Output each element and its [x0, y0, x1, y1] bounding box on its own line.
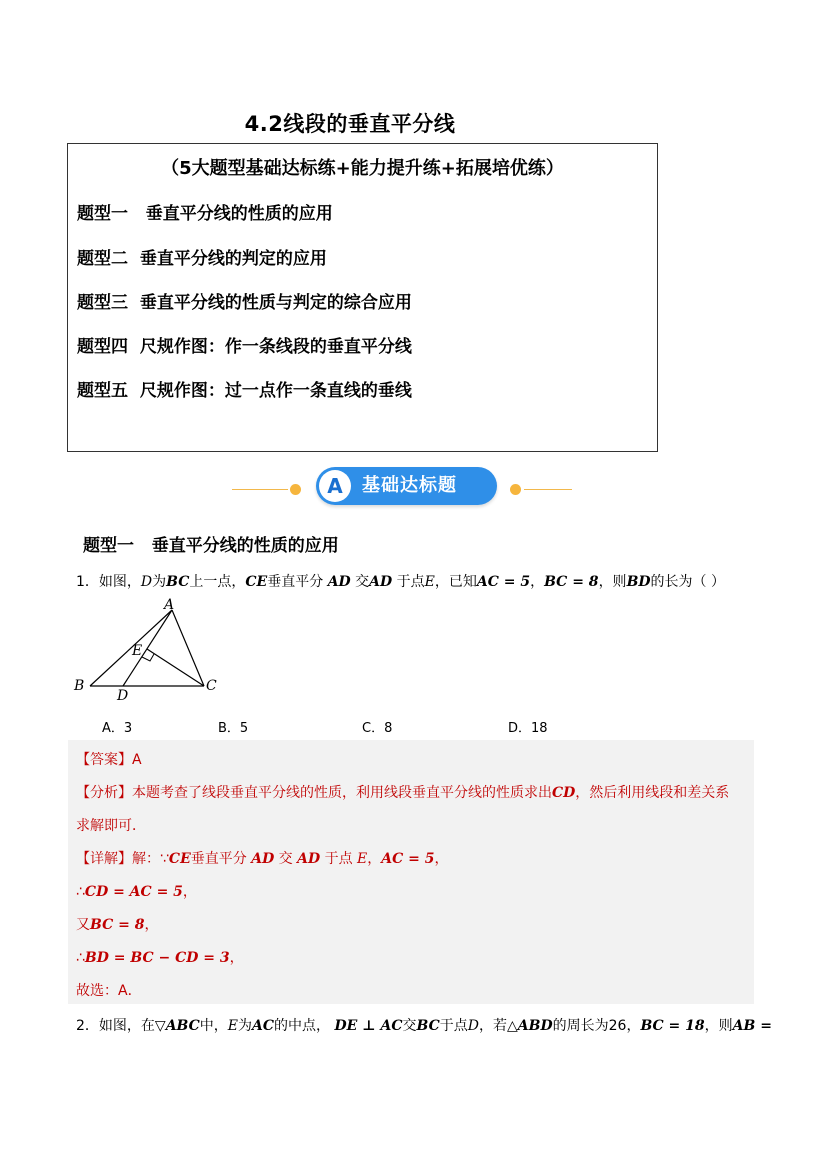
q2-text: ，若	[479, 1018, 507, 1034]
detail-line	[76, 848, 449, 868]
detail-math: AD	[297, 851, 321, 867]
q1-text: 于点	[396, 574, 425, 590]
detail-text: ，	[367, 851, 382, 867]
segment-CE	[147, 649, 204, 686]
banner-pill	[316, 467, 497, 505]
analysis-text: 求解即可．	[76, 818, 146, 834]
q1-math: BD	[626, 574, 651, 590]
detail-math: BD = BC − CD = 3	[84, 950, 230, 966]
segment-AC	[172, 610, 204, 686]
banner-dot-right	[510, 484, 521, 495]
q2-number: 26	[608, 1018, 627, 1034]
analysis-line	[76, 815, 146, 835]
detail-text: ，	[229, 950, 244, 966]
q1-text: 垂直平分	[267, 574, 324, 590]
q2-text: 的中点，	[274, 1018, 331, 1034]
label-E: E	[132, 643, 143, 659]
banner-dot-left	[290, 484, 301, 495]
analysis-text: 本题考查了线段垂直平分线的性质，利用线段垂直平分线的性质求出	[132, 785, 552, 801]
detail-math: BC = 8	[90, 917, 145, 933]
q1-math: E	[424, 574, 435, 590]
analysis-line	[76, 782, 729, 802]
solution-panel	[68, 740, 754, 1004]
q1-text: 1．如图，	[76, 574, 141, 590]
q2-math: DE ⊥ AC	[334, 1018, 403, 1034]
banner-line-left	[232, 489, 288, 490]
q1-math: AD	[327, 574, 351, 590]
q2-math: AC	[252, 1018, 275, 1034]
detail-line	[76, 881, 197, 901]
q1-math: D	[140, 574, 153, 590]
q2-text: 于点	[439, 1018, 468, 1034]
detail-tag: 【详解】	[76, 851, 132, 867]
label-D: D	[117, 688, 129, 702]
q2-text: 的周长为	[552, 1018, 609, 1034]
banner-label: 基础达标题	[362, 475, 457, 496]
banner-line-right	[524, 489, 572, 490]
detail-math: AD	[251, 851, 275, 867]
detail-math: AC = 5	[381, 851, 435, 867]
detail-text: ，	[144, 917, 159, 933]
q1-text: 上一点，	[189, 574, 246, 590]
conclusion-line: 故选：A．	[76, 983, 142, 999]
q2-math: ▽ABC	[154, 1018, 200, 1034]
label-B: B	[74, 678, 85, 694]
q1-math: CE	[245, 574, 268, 590]
q1-text: 的长为（ ）	[650, 574, 725, 590]
analysis-math: CD	[552, 785, 576, 801]
q1-text: 为	[152, 574, 167, 590]
q2-math: AB =	[732, 1018, 772, 1034]
toc-item: 题型二 垂直平分线的判定的应用	[77, 249, 327, 269]
page-title: 4.2线段的垂直平分线	[244, 112, 456, 136]
q2-math: BC = 18	[640, 1018, 705, 1034]
triangle-figure	[70, 596, 230, 702]
q1-text: 交	[355, 574, 370, 590]
q1-text: ，	[530, 574, 545, 590]
detail-math: E	[357, 851, 368, 867]
question-1	[76, 571, 725, 591]
analysis-tag: 【分析】	[76, 785, 132, 801]
q2-text: ，则	[704, 1018, 733, 1034]
q2-text: 中，	[199, 1018, 228, 1034]
banner-badge: A	[319, 470, 351, 502]
choice-d: D．18	[508, 721, 548, 736]
answer-value: A	[132, 752, 142, 768]
toc-item: 题型四 尺规作图：作一条线段的垂直平分线	[77, 337, 412, 357]
q1-math: BC	[166, 574, 190, 590]
q2-text: 为	[238, 1018, 253, 1034]
q1-math: AC = 5	[476, 574, 531, 590]
toc-item: 题型五 尺规作图：过一点作一条直线的垂线	[77, 381, 412, 401]
choice-c: C．8	[362, 721, 393, 736]
q2-math: BC	[416, 1018, 440, 1034]
detail-text: 于点	[320, 851, 358, 867]
detail-math: CE	[168, 851, 191, 867]
detail-line	[76, 947, 244, 967]
label-A: A	[164, 597, 175, 613]
detail-text: ∴	[76, 950, 85, 966]
detail-line	[76, 914, 158, 934]
detail-text: ，	[182, 884, 197, 900]
detail-text: 解：∵	[132, 851, 169, 867]
q2-math: D	[467, 1018, 479, 1034]
detail-text: 又	[76, 917, 90, 933]
detail-text: ，	[434, 851, 449, 867]
section-heading: 题型一 垂直平分线的性质的应用	[83, 536, 339, 556]
detail-text: ∴	[76, 884, 85, 900]
detail-text: 交	[274, 851, 298, 867]
detail-math: CD = AC = 5	[84, 884, 183, 900]
q2-math: △ABD	[507, 1018, 553, 1034]
q1-math: BC = 8	[544, 574, 599, 590]
q1-text: ，已知	[434, 574, 477, 590]
right-angle-mark	[142, 654, 154, 661]
detail-text: 垂直平分	[190, 851, 252, 867]
answer-tag: 【答案】	[76, 752, 132, 768]
q2-text: 交	[402, 1018, 417, 1034]
q2-text: 2．如图，在	[76, 1018, 155, 1034]
choice-b: B．5	[218, 721, 249, 736]
q1-text: ，则	[598, 574, 627, 590]
toc-box	[67, 143, 658, 452]
q2-math: E	[227, 1018, 239, 1034]
choice-a: A．3	[102, 721, 133, 736]
toc-item: 题型一 垂直平分线的性质的应用	[77, 204, 333, 224]
answer-line	[76, 749, 142, 769]
toc-item: 题型三 垂直平分线的性质与判定的综合应用	[77, 293, 412, 313]
section-banner	[232, 467, 572, 507]
q1-math: AD	[369, 574, 393, 590]
toc-subtitle: （5大题型基础达标练+能力提升练+拓展培优练）	[161, 158, 564, 179]
label-C: C	[206, 678, 217, 694]
analysis-text: ，然后利用线段和差关系	[575, 785, 730, 801]
q2-text: ，	[626, 1018, 641, 1034]
question-2	[76, 1015, 772, 1035]
